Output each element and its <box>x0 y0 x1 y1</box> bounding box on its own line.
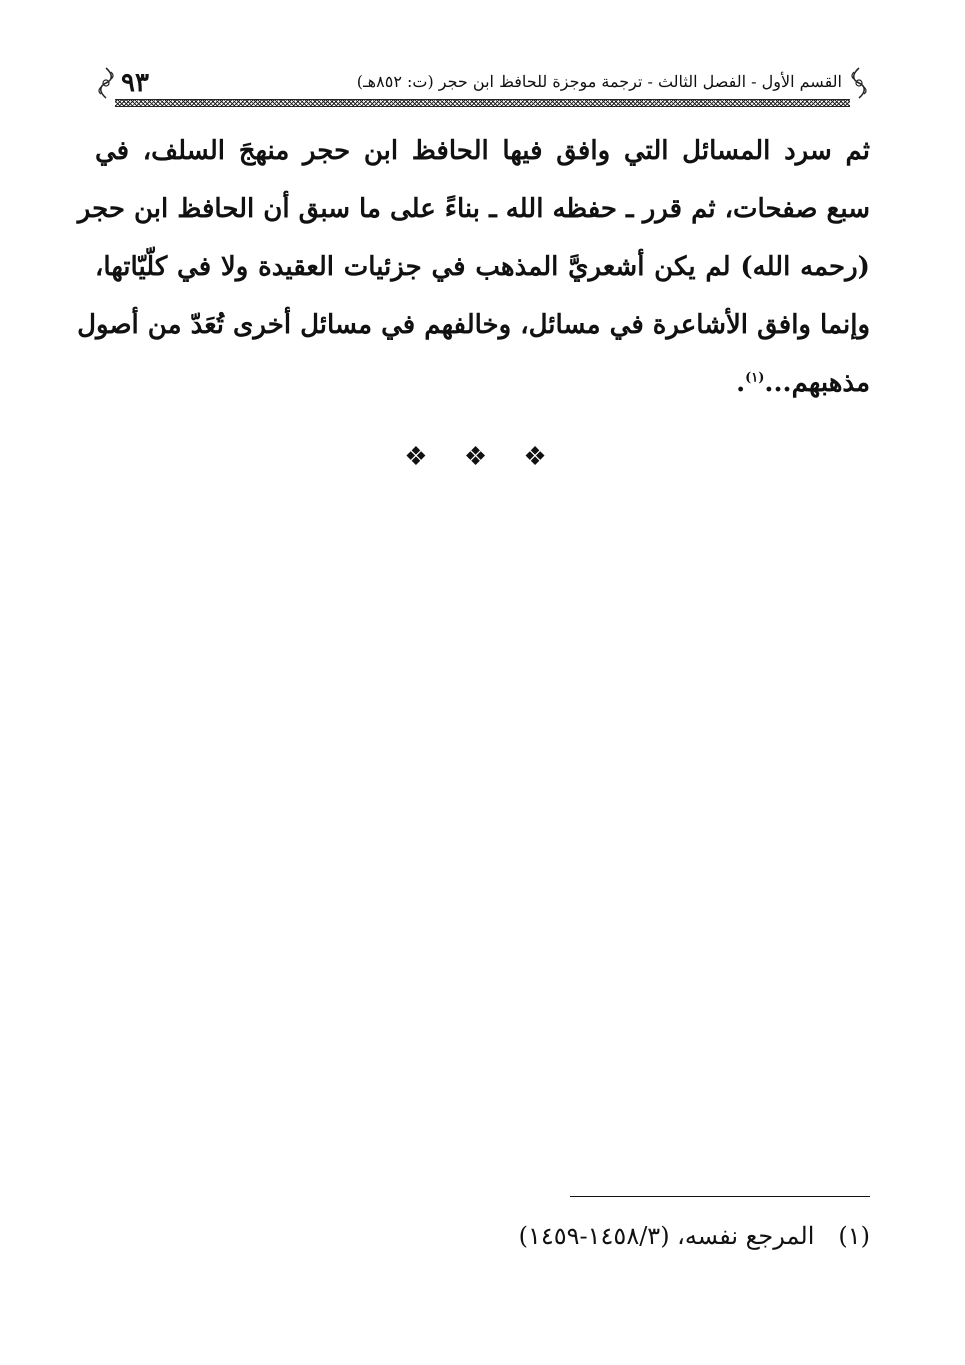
header-divider <box>115 99 850 107</box>
corner-ornament-icon <box>848 66 870 100</box>
body-line: ثم سرد المسائل التي وافق فيها الحافظ ابن حجر منهجَ السلف، في <box>95 136 870 166</box>
footnote <box>95 1222 870 1250</box>
footnote-divider <box>570 1196 870 1197</box>
body-line-text: مذهبهم... <box>764 368 870 398</box>
body-last-line <box>95 354 870 412</box>
body-line: وإنما وافق الأشاعرة في مسائل، وخالفهم في مسائل أخرى تُعَدّ من أصول <box>77 310 870 340</box>
body-line: (رحمه الله) لم يكن أشعريَّ المذهب في جزئيات العقيدة ولا في كلّيّاتها، <box>95 252 870 282</box>
footnote-text: المرجع نفسه، (١٤٥٨/٣-١٤٥٩) <box>518 1222 815 1250</box>
page-number: ٩٣ <box>121 68 149 98</box>
footnote-reference[interactable]: (١) <box>745 370 765 386</box>
page-header <box>95 66 870 106</box>
running-title: القسم الأول - الفصل الثالث - ترجمة موجزة للحافظ ابن حجر (ت: ٨٥٢هـ) <box>356 72 842 91</box>
body-paragraph <box>77 122 870 412</box>
footnote-number: (١) <box>838 1222 870 1250</box>
corner-ornament-icon <box>95 66 117 100</box>
section-separator: ❖ ❖ ❖ <box>404 442 561 472</box>
body-line: سبع صفحات، ثم قرر ـ حفظه الله ـ بناءً على ما سبق أن الحافظ ابن حجر <box>77 194 870 224</box>
sentence-end: . <box>736 368 746 398</box>
